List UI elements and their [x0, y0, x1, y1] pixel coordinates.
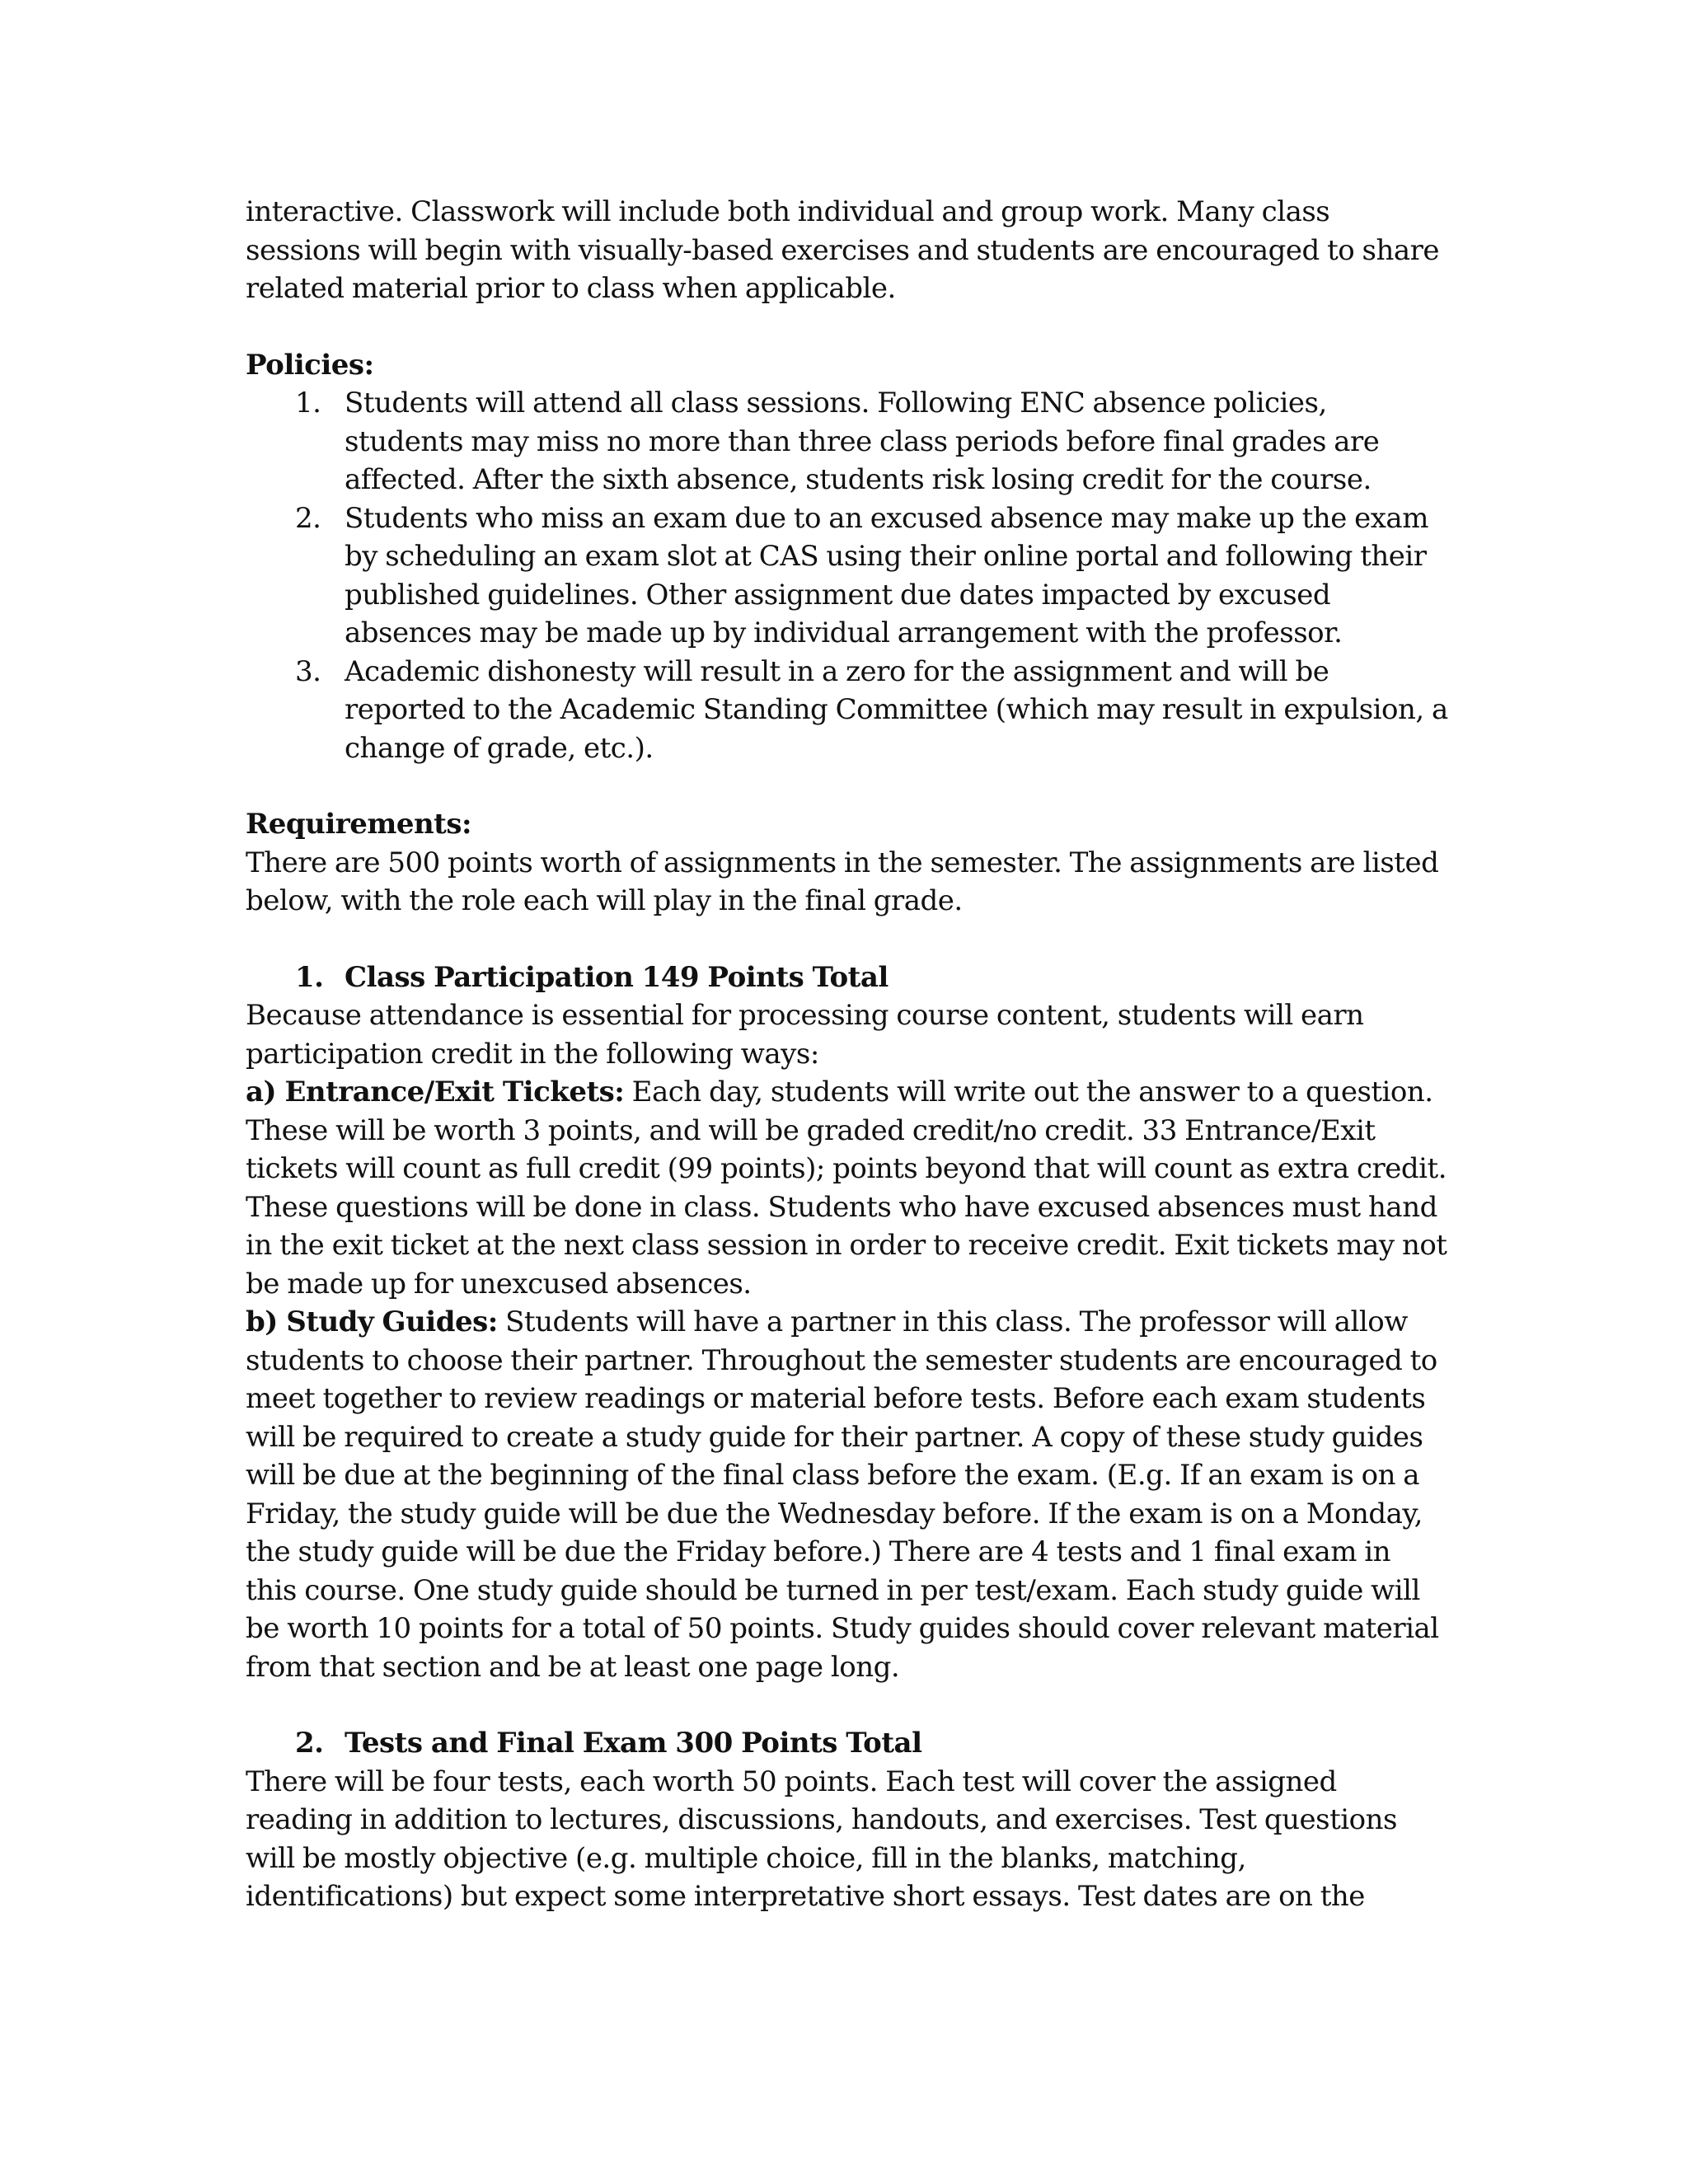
spacer — [246, 921, 1449, 958]
requirement-number: 1. — [295, 960, 324, 994]
policy-item — [246, 653, 1449, 768]
document-body — [246, 193, 1449, 1916]
policy-text: Students who miss an exam due to an excused absence may make up the exam by scheduling an exam slot at CAS using their online portal and following their published guidelines. Other assignment due dates impacted by excused absences may be made up by individual arrangement with the professor. — [345, 501, 1428, 649]
requirement-intro: Because attendance is essential for processing course content, students will earn participation credit in the following ways: — [246, 999, 1364, 1071]
policy-item — [246, 384, 1449, 499]
spacer — [246, 308, 1449, 346]
requirement-title: Tests and Final Exam 300 Points Total — [345, 1727, 922, 1760]
policy-number: 3. — [295, 654, 321, 688]
part-label: b) Study Guides: — [246, 1305, 498, 1338]
policy-text: Academic dishonesty will result in a zero for the assignment and will be reported to the Academic Standing Committee (which may result in expulsion, a change of grade, etc.). — [345, 654, 1448, 765]
part-text: Students will have a partner in this class. The professor will allow students to choose their partner. Throughout the semester students are encouraged to meet together to review readings or material before tests. Before each exam students will be required to create a study guide for their partner. A copy of these study guides will be due at the beginning of the final class before the exam. (E.g. If an exam is on a Friday, the study guide will be due the Wednesday before. If the exam is on a Monday, the study guide will be due the Friday before.) There are 4 tests and 1 final exam in this course. One study guide should be turned in per test/exam. Each study guide will be worth 10 points for a total of 50 points. Study guides should cover relevant material from that section and be at least one page long. — [246, 1305, 1439, 1684]
policy-number: 1. — [295, 387, 321, 419]
policies-heading: Policies: — [246, 348, 374, 382]
requirement-part — [246, 1303, 1449, 1686]
requirements-intro: There are 500 points worth of assignments in the semester. The assignments are listed below, with the role each will play in the final grade. — [246, 846, 1439, 917]
requirement-title: Class Participation 149 Points Total — [345, 960, 889, 994]
policy-item — [246, 499, 1449, 653]
requirement-section-heading — [246, 1724, 1449, 1763]
requirement-intro: There will be four tests, each worth 50 points. Each test will cover the assigned reading in addition to lectures, discussions, handouts, and exercises. Test questions will be mostly objective (e.g. multiple choice, fill in the blanks, matching, identifications) but expect some interpretative short essays. Test dates are on the — [246, 1765, 1397, 1913]
requirement-number: 2. — [295, 1727, 324, 1760]
part-label: a) Entrance/Exit Tickets: — [246, 1076, 625, 1108]
intro-paragraph: interactive. Classwork will include both individual and group work. Many class sessions will begin with visually-based exercises and students are encouraged to share related material prior to class when applicable. — [246, 195, 1440, 305]
part-text: Each day, students will write out the answer to a question. These will be worth 3 points, and will be graded credit/no credit. 33 Entrance/Exit tickets will count as full credit (99 points); points beyond that will count as extra credit. These questions will be done in class. Students who have excused absences must hand in the exit ticket at the next class session in order to receive credit. Exit tickets may not be made up for unexcused absences. — [246, 1076, 1447, 1301]
spacer — [246, 1686, 1449, 1724]
requirement-section-heading — [246, 958, 1449, 997]
policy-number: 2. — [295, 501, 321, 535]
requirements-heading: Requirements: — [246, 808, 472, 841]
policy-text: Students will attend all class sessions. Following ENC absence policies, students may miss no more than three class periods before final grades are affected. After the sixth absence, students risk losing credit for the course. — [345, 387, 1380, 496]
requirement-part — [246, 1073, 1449, 1303]
spacer — [246, 767, 1449, 805]
policies-list — [246, 384, 1449, 767]
